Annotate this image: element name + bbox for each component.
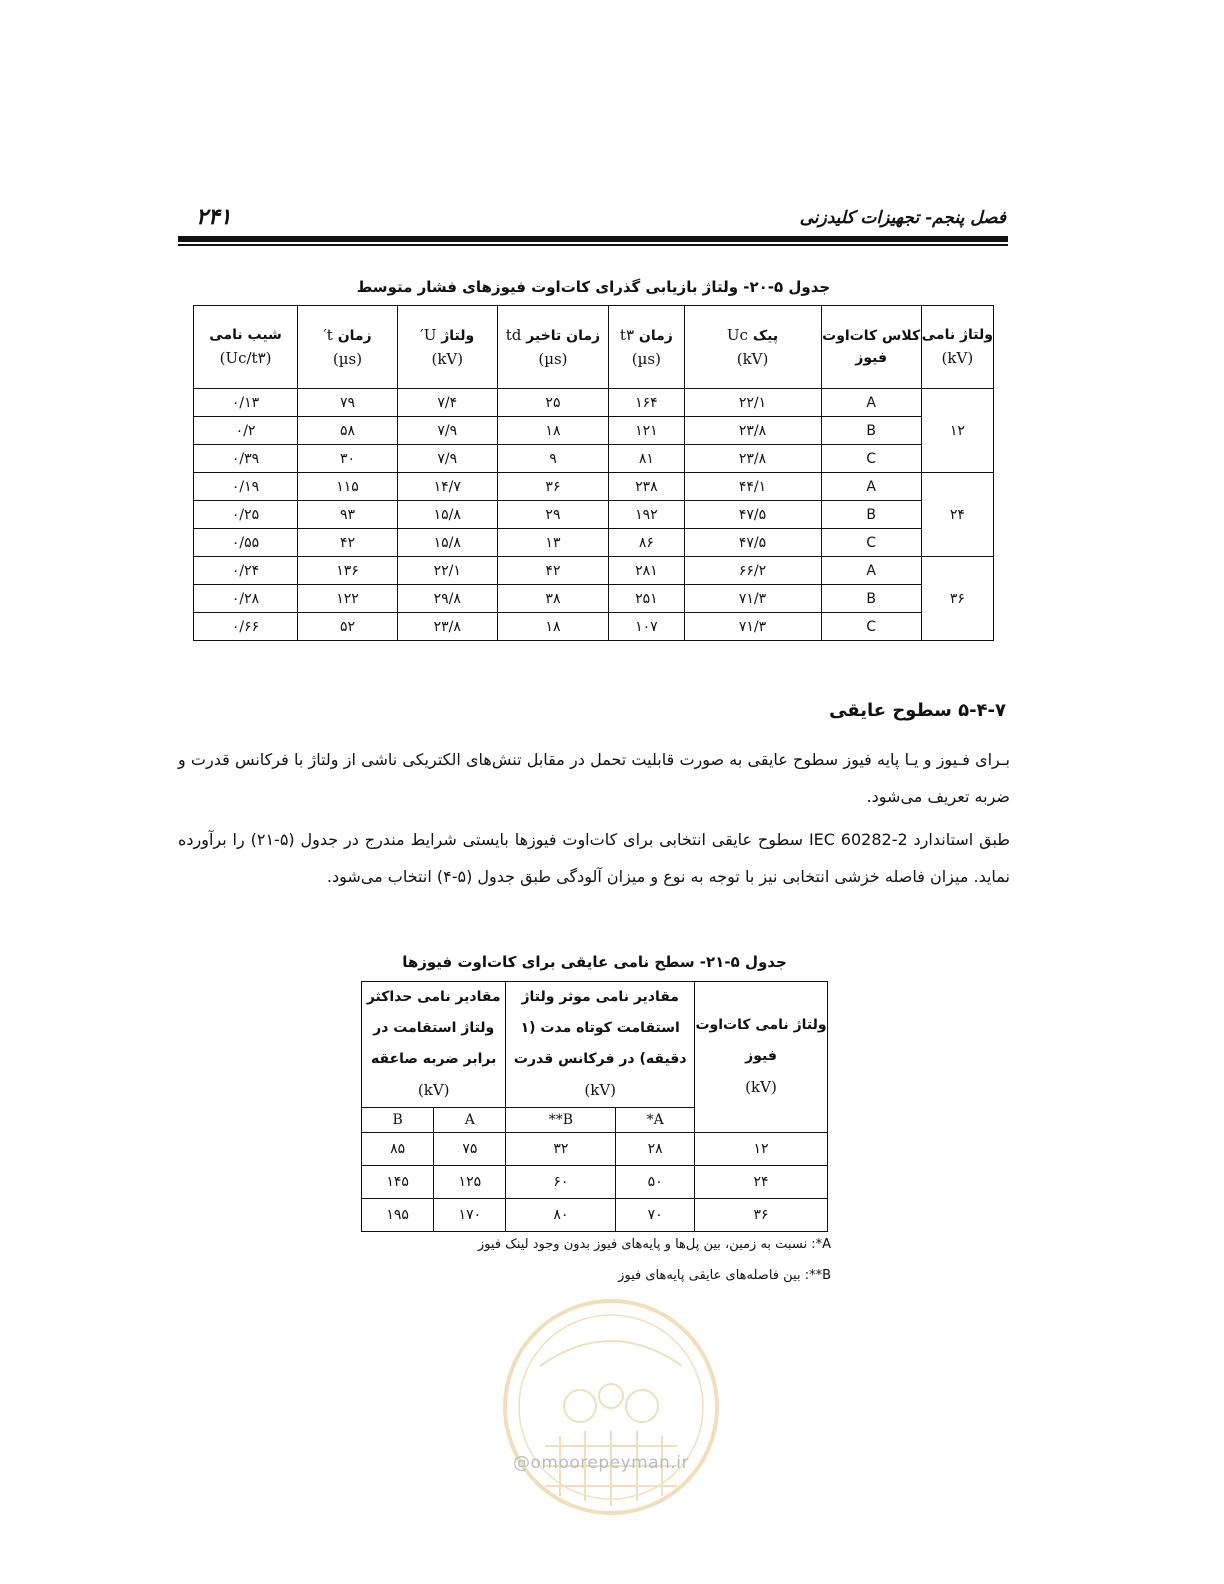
sd-b-cell: ۶۰ (506, 1166, 616, 1199)
col-slope: شیب نامی (Uc/t۳) (194, 306, 298, 389)
col-short-duration: مقادیر نامی موثر ولتاژ استقامت کوتاه مدت (۱ دقیقه) در فرکانس قدرت (kV) (506, 982, 695, 1108)
table-row (362, 1199, 828, 1232)
tprime-cell: ۴۲ (298, 529, 398, 557)
class-cell: B (821, 585, 921, 613)
t3-cell: ۸۱ (609, 445, 684, 473)
watermark-logo-icon (500, 1296, 722, 1518)
uc-cell: ۲۳/۸ (684, 445, 821, 473)
t3-cell: ۱۲۱ (609, 417, 684, 445)
tprime-cell: ۵۲ (298, 613, 398, 641)
slope-cell: ۰/۲۸ (194, 585, 298, 613)
t3-cell: ۲۵۱ (609, 585, 684, 613)
slope-cell: ۰/۲ (194, 417, 298, 445)
class-cell: A (821, 389, 921, 417)
td-cell: ۲۵ (497, 389, 609, 417)
uprime-cell: ۷/۴ (397, 389, 497, 417)
uc-cell: ۴۷/۵ (684, 501, 821, 529)
td-cell: ۱۸ (497, 613, 609, 641)
page-number: ۲۴۱ (196, 204, 232, 230)
col-nominal: ولتاژ نامی کات‌اوت فیوز (kV) (695, 982, 828, 1133)
nominal-cell: ۳۶ (695, 1199, 828, 1232)
table-row (194, 585, 994, 613)
imp-a-cell: ۱۷۰ (434, 1199, 506, 1232)
t3-cell: ۸۶ (609, 529, 684, 557)
uprime-cell: ۲۹/۸ (397, 585, 497, 613)
uprime-cell: ۱۵/۸ (397, 529, 497, 557)
sd-a-cell: ۵۰ (616, 1166, 695, 1199)
class-cell: B (821, 501, 921, 529)
sd-a-cell: ۲۸ (616, 1133, 695, 1166)
table-header-row (194, 306, 994, 389)
class-cell: A (821, 557, 921, 585)
tprime-cell: ۱۳۶ (298, 557, 398, 585)
uprime-cell: ۲۲/۱ (397, 557, 497, 585)
imp-b-cell: ۱۹۵ (362, 1199, 434, 1232)
table2-caption: جدول ۵-۲۱- سطح نامی عایقی برای کات‌اوت فیوزها (402, 953, 787, 971)
uprime-cell: ۷/۹ (397, 445, 497, 473)
t3-cell: ۱۶۴ (609, 389, 684, 417)
paragraph-1: بـرای فـیوز و یـا پایه فیوز سطوح عایقی به صورت قابلیت تحمل در مقابل تنش‌های الکتریکی ناشی از ولتاژ با فرکانس قدرت و ضربه تعریف می‌شود. (178, 750, 1010, 806)
table1-caption: جدول ۵-۲۰- ولتاژ بازیابی گذرای کات‌اوت فیوزهای فشار متوسط (356, 278, 831, 296)
slope-cell: ۰/۲۵ (194, 501, 298, 529)
table-row (362, 1166, 828, 1199)
sd-b-cell: ۸۰ (506, 1199, 616, 1232)
sub-a-star: A* (616, 1108, 695, 1133)
td-cell: ۳۶ (497, 473, 609, 501)
table-row (194, 529, 994, 557)
table-row (194, 501, 994, 529)
uprime-cell: ۲۳/۸ (397, 613, 497, 641)
nominal-cell: ۲۴ (921, 473, 993, 557)
slope-cell: ۰/۳۹ (194, 445, 298, 473)
col-uprime: ولتاژ U′ (kV) (397, 306, 497, 389)
col-fuse-class: کلاس کات‌اوت فیوز (821, 306, 921, 389)
t3-cell: ۲۸۱ (609, 557, 684, 585)
col-td: زمان تاخیر td (µs) (497, 306, 609, 389)
uprime-cell: ۷/۹ (397, 417, 497, 445)
nominal-cell: ۲۴ (695, 1166, 828, 1199)
tprime-cell: ۳۰ (298, 445, 398, 473)
sd-b-cell: ۳۲ (506, 1133, 616, 1166)
table-row (194, 557, 994, 585)
header-rule-thin (178, 244, 1008, 246)
sub-b: B (362, 1108, 434, 1133)
table-row (194, 389, 994, 417)
insulation-table (361, 981, 828, 1232)
td-cell: ۱۳ (497, 529, 609, 557)
table-header-row (362, 982, 828, 1108)
tprime-cell: ۵۸ (298, 417, 398, 445)
col-t3: زمان t۳ (µs) (609, 306, 684, 389)
slope-cell: ۰/۶۶ (194, 613, 298, 641)
t3-cell: ۱۹۲ (609, 501, 684, 529)
trv-table (193, 305, 994, 641)
footnote-a: A*: نسبت به زمین، بین پل‌ها و پایه‌های فیوز بدون وجود لینک فیوز (477, 1237, 831, 1252)
section-heading: ۵-۴-۷ سطوح عایقی (829, 700, 1006, 721)
table-row (194, 417, 994, 445)
chapter-title: فصل پنجم- تجهیزات کلیدزنی (799, 208, 1006, 228)
watermark-site: @omoorepeyman.ir (513, 1453, 690, 1473)
td-cell: ۲۹ (497, 501, 609, 529)
col-tprime: زمان t′ (µs) (298, 306, 398, 389)
t3-cell: ۱۰۷ (609, 613, 684, 641)
td-cell: ۴۲ (497, 557, 609, 585)
imp-a-cell: ۷۵ (434, 1133, 506, 1166)
table-row (194, 445, 994, 473)
uprime-cell: ۱۵/۸ (397, 501, 497, 529)
table-row (194, 613, 994, 641)
class-cell: C (821, 529, 921, 557)
class-cell: C (821, 613, 921, 641)
uc-cell: ۴۷/۵ (684, 529, 821, 557)
tprime-cell: ۱۲۲ (298, 585, 398, 613)
uc-cell: ۷۱/۳ (684, 613, 821, 641)
uprime-cell: ۱۴/۷ (397, 473, 497, 501)
td-cell: ۳۸ (497, 585, 609, 613)
imp-a-cell: ۱۲۵ (434, 1166, 506, 1199)
slope-cell: ۰/۵۵ (194, 529, 298, 557)
class-cell: C (821, 445, 921, 473)
nominal-cell: ۳۶ (921, 557, 993, 641)
tprime-cell: ۷۹ (298, 389, 398, 417)
class-cell: B (821, 417, 921, 445)
sub-b-star: B** (506, 1108, 616, 1133)
td-cell: ۱۸ (497, 417, 609, 445)
t3-cell: ۲۳۸ (609, 473, 684, 501)
imp-b-cell: ۸۵ (362, 1133, 434, 1166)
nominal-cell: ۱۲ (695, 1133, 828, 1166)
sd-a-cell: ۷۰ (616, 1199, 695, 1232)
sub-a: A (434, 1108, 506, 1133)
footnote-b: B**: بین فاصله‌های عایقی پایه‌های فیوز (618, 1268, 831, 1283)
table-row (362, 1133, 828, 1166)
table-row (194, 473, 994, 501)
paragraph-2: طبق استاندارد IEC 60282-2 سطوح عایقی انتخابی برای کات‌اوت فیوزها بایستی شرایط مندرج در جدول (۵-۲۱) را برآورده نماید. میزان فاصله خزشی انتخابی نیز با توجه به نوع و میزان آلودگی طبق جدول (۵-۴) انتخاب می‌شود. (178, 830, 1011, 886)
tprime-cell: ۱۱۵ (298, 473, 398, 501)
nominal-cell: ۱۲ (921, 389, 993, 473)
uc-cell: ۴۴/۱ (684, 473, 821, 501)
uc-cell: ۷۱/۳ (684, 585, 821, 613)
col-peak: پیک Uc (kV) (684, 306, 821, 389)
class-cell: A (821, 473, 921, 501)
header-rule (178, 236, 1008, 242)
col-impulse: مقادیر نامی حداکثر ولتاژ استقامت در برابر ضربه صاعقه (kV) (362, 982, 506, 1108)
col-nominal-voltage: ولتاژ نامی (kV) (921, 306, 993, 389)
uc-cell: ۲۲/۱ (684, 389, 821, 417)
slope-cell: ۰/۱۹ (194, 473, 298, 501)
slope-cell: ۰/۲۴ (194, 557, 298, 585)
td-cell: ۹ (497, 445, 609, 473)
tprime-cell: ۹۳ (298, 501, 398, 529)
uc-cell: ۶۶/۲ (684, 557, 821, 585)
slope-cell: ۰/۱۳ (194, 389, 298, 417)
uc-cell: ۲۳/۸ (684, 417, 821, 445)
imp-b-cell: ۱۴۵ (362, 1166, 434, 1199)
